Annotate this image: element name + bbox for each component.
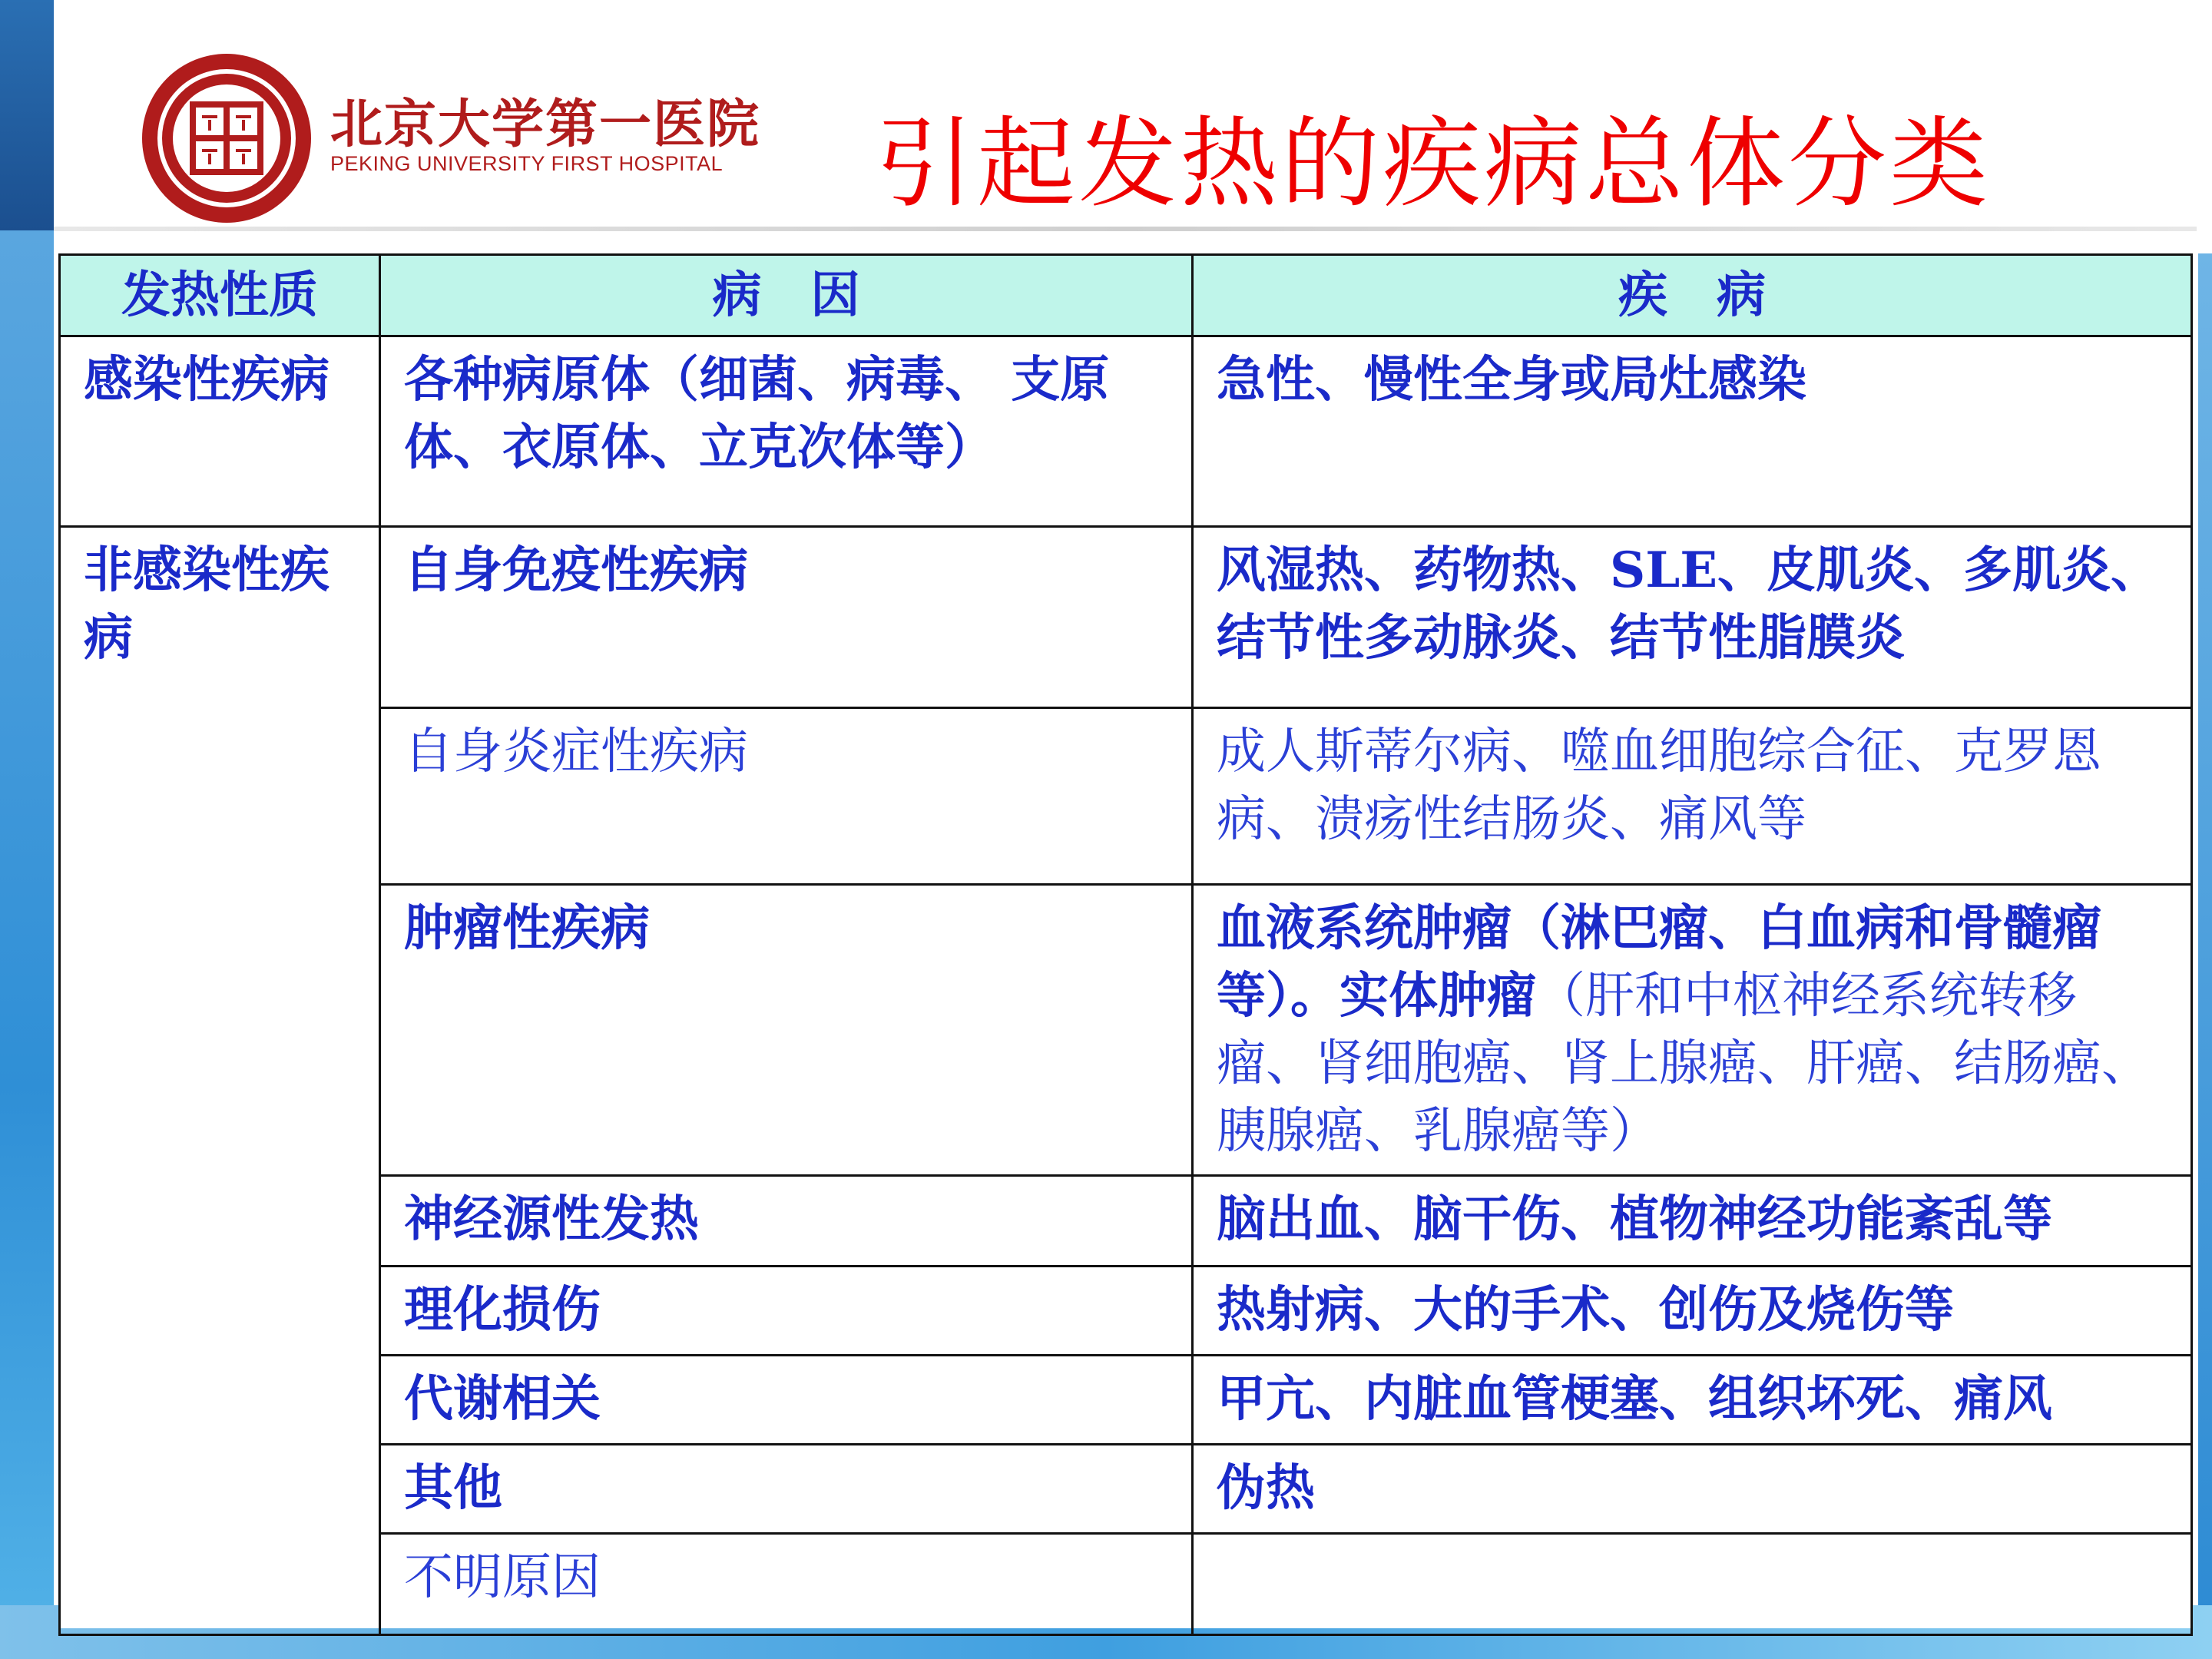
table-row	[60, 527, 2192, 708]
left-accent-strip-lower	[0, 230, 54, 1659]
table-row	[60, 1445, 2192, 1534]
left-accent-strip	[0, 0, 54, 230]
fever-classification-table	[58, 253, 2190, 1628]
cause-cell: 自身免疫性疾病	[380, 527, 1193, 708]
table-row	[60, 708, 2192, 885]
right-accent-strip	[2198, 253, 2212, 1659]
column-header-cause: 病 因	[380, 255, 1193, 336]
diseases-cell: 风湿热、药物热、SLE、皮肌炎、多肌炎、结节性多动脉炎、结节性脂膜炎	[1193, 527, 2192, 708]
column-header-diseases: 疾 病	[1193, 255, 2192, 336]
table-row	[60, 1534, 2192, 1635]
slide-title: 引起发热的疾病总体分类	[876, 107, 1992, 221]
cause-cell: 代谢相关	[380, 1356, 1193, 1445]
header-divider	[54, 227, 2197, 231]
table-header-row	[60, 255, 2192, 336]
diseases-cell	[1193, 885, 2192, 1176]
diseases-cell-infectious: 急性、慢性全身或局灶感染	[1193, 336, 2192, 527]
table-row	[60, 1176, 2192, 1267]
hospital-name-chinese: 北京大学第一医院	[330, 94, 761, 155]
cause-cell: 肿瘤性疾病	[380, 885, 1193, 1176]
cause-cell-infectious: 各种病原体（细菌、病毒、 支原体、衣原体、立克次体等）	[380, 336, 1193, 527]
column-header-nature: 发热性质	[60, 255, 380, 336]
diseases-cell: 脑出血、脑干伤、植物神经功能紊乱等	[1193, 1176, 2192, 1267]
diseases-text-light: （肝和中枢神经系统转移瘤、肾细胞癌、肾上腺癌、肝癌、结肠癌、胰腺癌、乳腺癌等）	[1217, 968, 2151, 1160]
cause-cell: 神经源性发热	[380, 1176, 1193, 1267]
cause-cell: 自身炎症性疾病	[380, 708, 1193, 885]
diseases-cell: 伪热	[1193, 1445, 2192, 1534]
diseases-cell: 成人斯蒂尔病、噬血细胞综合征、克罗恩病、溃疡性结肠炎、痛风等	[1193, 708, 2192, 885]
diseases-text-bold: 血液系统肿瘤（淋巴瘤、白血病和骨髓瘤等）。实体肿瘤	[1217, 899, 2101, 1025]
cause-cell: 不明原因	[380, 1534, 1193, 1635]
diseases-cell	[1193, 1534, 2192, 1635]
nature-cell-infectious: 感染性疾病	[60, 336, 380, 527]
cause-cell: 理化损伤	[380, 1267, 1193, 1356]
table-row	[60, 1356, 2192, 1445]
cause-cell: 其他	[380, 1445, 1193, 1534]
diseases-cell: 热射病、大的手术、创伤及烧伤等	[1193, 1267, 2192, 1356]
table-row-infectious	[60, 336, 2192, 527]
nature-cell-non-infectious: 非感染性疾病	[60, 527, 380, 1635]
table-row	[60, 1267, 2192, 1356]
diseases-cell: 甲亢、内脏血管梗塞、组织坏死、痛风	[1193, 1356, 2192, 1445]
hospital-name-english: PEKING UNIVERSITY FIRST HOSPITAL	[330, 152, 724, 175]
table-row	[60, 885, 2192, 1176]
hospital-seal-logo	[142, 54, 311, 223]
